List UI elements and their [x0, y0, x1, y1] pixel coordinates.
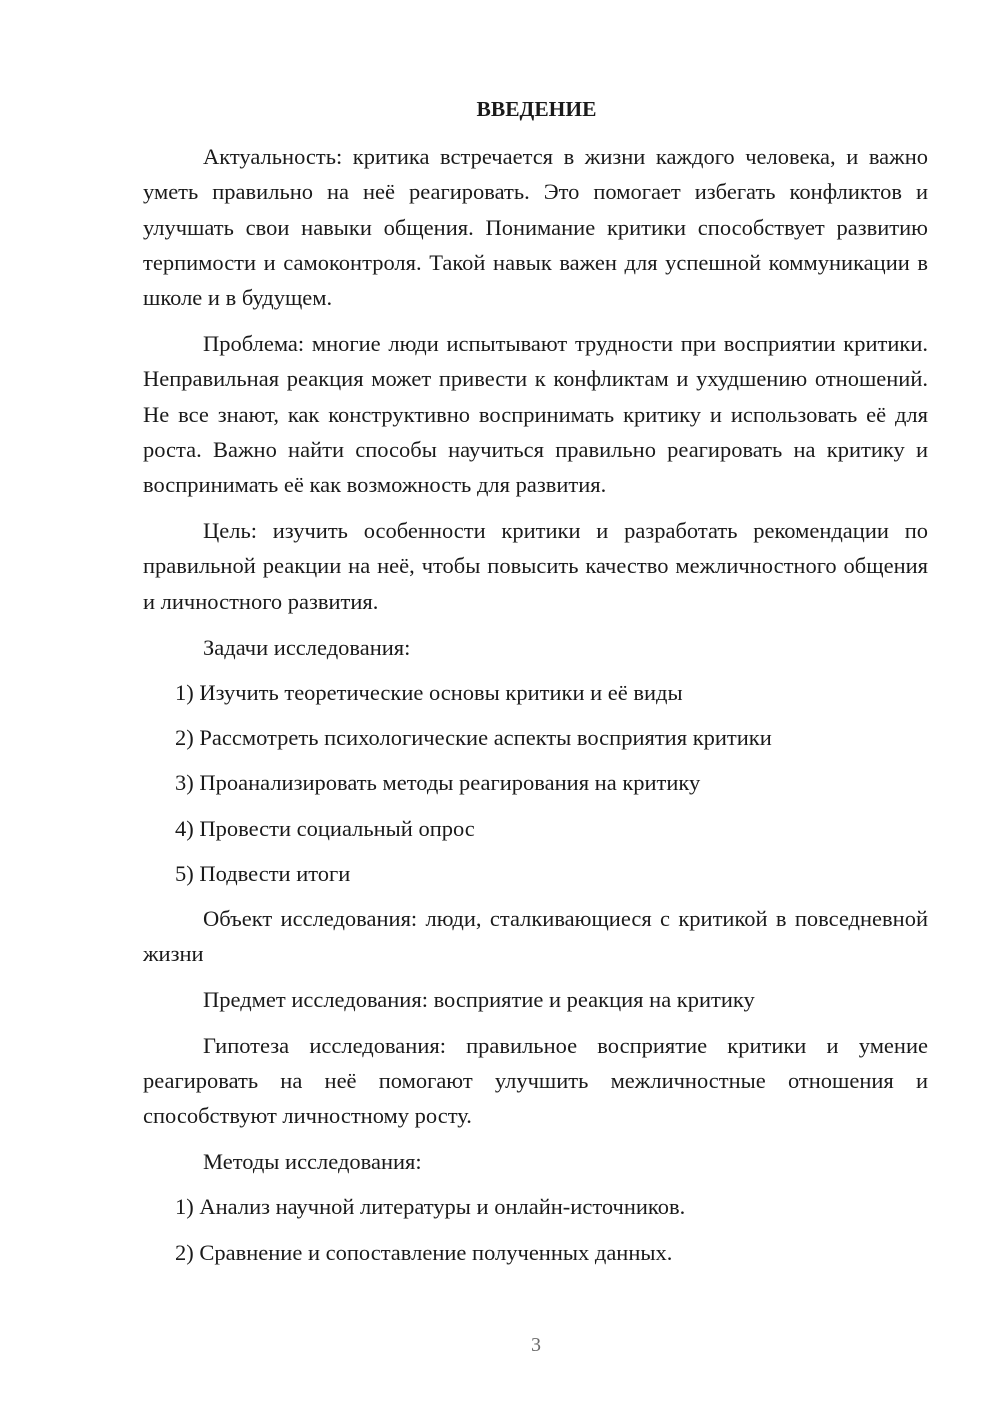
task-item: 3) Проанализировать методы реагирования на критику: [175, 770, 701, 796]
hypothesis-paragraph: Гипотеза исследования: правильное восприятие критики и умение реагировать на неё помогают улучшить межличностные отношения и способствуют личностному росту.: [143, 1032, 928, 1129]
task-item: 5) Подвести итоги: [175, 860, 351, 886]
object-paragraph: Объект исследования: люди, сталкивающиеся с критикой в повседневной жизни: [143, 906, 928, 967]
tasks-label: Задачи исследования:: [203, 634, 411, 660]
relevance-paragraph: Актуальность: критика встречается в жизни каждого человека, и важно уметь правильно на неё реагировать. Это помогает избегать конфликтов и улучшать свои навыки общения. Понимание критики способствует развитию терпимости и самоконтроля. Такой навык важен для успешной коммуникации в школе и в будущем.: [143, 144, 928, 311]
document-page: [143, 92, 928, 1280]
goal-paragraph: Цель: изучить особенности критики и разработать рекомендации по правильной реакции на неё, чтобы повысить качество межличностного общения и личностного развития.: [143, 518, 928, 614]
task-item: 2) Рассмотреть психологические аспекты восприятия критики: [175, 725, 772, 751]
page-number: 3: [531, 1334, 541, 1356]
tasks-list: [143, 675, 928, 891]
methods-list: [143, 1189, 928, 1269]
subject-paragraph: Предмет исследования: восприятие и реакция на критику: [203, 987, 755, 1013]
task-item: 1) Изучить теоретические основы критики и её виды: [175, 680, 683, 706]
method-item: 2) Сравнение и сопоставление полученных данных.: [175, 1239, 673, 1265]
task-item: 4) Провести социальный опрос: [175, 815, 475, 841]
methods-label: Методы исследования:: [203, 1149, 422, 1175]
method-item: 1) Анализ научной литературы и онлайн-источников.: [175, 1194, 686, 1220]
section-heading: ВВЕДЕНИЕ: [476, 97, 597, 121]
problem-paragraph: Проблема: многие люди испытывают трудности при восприятии критики. Неправильная реакция может привести к конфликтам и ухудшению отношений. Не все знают, как конструктивно воспринимать критику и использовать её для роста. Важно найти способы научиться правильно реагировать на критику и воспринимать её как возможность для развития.: [143, 331, 928, 498]
